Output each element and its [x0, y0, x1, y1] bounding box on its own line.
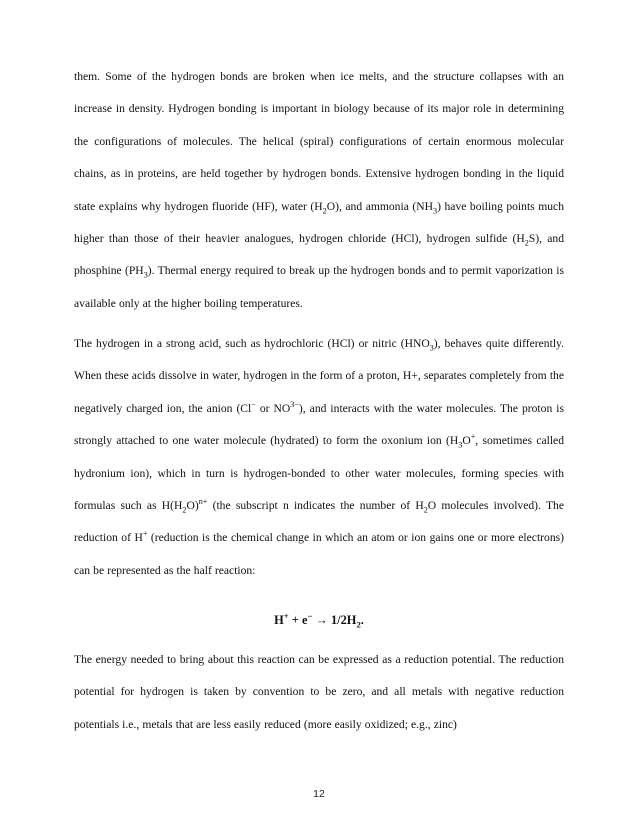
subscript: 3	[429, 343, 434, 353]
text-run: The hydrogen in a strong acid, such as hydrochloric (HCl) or nitric (HNO	[74, 337, 430, 350]
text-run: ) have boiling points much higher than those of their heavier analogues, hydrogen chloride (HCl), hydrogen sulfide (H	[74, 199, 565, 246]
text-run: O molecules involved). The reduction of H	[74, 499, 564, 545]
text-run: S), and phosphine (PH	[74, 232, 565, 278]
subscript: 3	[433, 205, 438, 215]
subscript: 2	[182, 505, 187, 515]
text-run: ). Thermal energy required to break up the hydrogen bonds and to permit vaporization is available only at the higher boiling temperatures.	[74, 264, 564, 310]
text-run: H	[274, 613, 284, 627]
superscript: +	[283, 610, 289, 621]
text-run: .	[360, 613, 364, 627]
text-run: or NO	[255, 401, 291, 415]
text-run: O), and ammonia (NH	[326, 199, 434, 213]
superscript: −	[307, 610, 313, 621]
paragraph-strong-acid	[74, 328, 564, 587]
text-run: ), and interacts with the water molecules. The proton is strongly attached to one water molecule (hydrated) to form the oxonium ion (H	[74, 401, 564, 448]
text-run: The energy needed to bring about this reaction can be expressed as a reduction potential. The reduction potential for hydrogen is taken by convention to be zero, and all metals with negative reduction potentials i.e., metals that are less easily reduced (more easily oxidized; e.g., zinc)	[74, 653, 564, 731]
superscript: +	[470, 432, 476, 442]
text-run: + e	[288, 613, 308, 627]
text-run: O)	[186, 499, 199, 513]
text-run: ), behaves quite differently. When these acids dissolve in water, hydrogen in the form of a proton, H+, separates completely from the negatively charged ion, the anion (Cl	[74, 337, 564, 415]
equation-half-reaction	[74, 610, 564, 630]
superscript: n+	[198, 497, 208, 507]
subscript: 3	[143, 270, 148, 280]
page-number: 12	[313, 788, 325, 800]
text-run: → 1/2H	[312, 613, 357, 627]
subscript: 2	[423, 505, 428, 515]
text-run: (the subscript n indicates the number of H	[207, 499, 424, 513]
text-run: , sometimes called hydronium ion), which in turn is hydrogen-bonded to other water molecules, forming species with formulas such as H(H	[74, 434, 564, 513]
superscript: +	[142, 529, 148, 539]
text-run: (reduction is the chemical change in which an atom or ion gains one or more electrons) can be represented as the half reaction:	[74, 531, 564, 577]
paragraph-reduction-potential	[74, 644, 564, 741]
subscript: 3	[458, 440, 463, 450]
subscript: 2	[322, 205, 327, 215]
text-run: O	[462, 434, 471, 448]
subscript: 2	[356, 619, 361, 630]
text-run: them. Some of the hydrogen bonds are broken when ice melts, and the structure collapses with an increase in density. Hydrogen bonding is important in biology because of its major role in determining the configurations of molecules. The helical (spiral) configurations of certain enormous molecular chains, as in proteins, are held together by hydrogen bonds. Extensive hydrogen bonding in the liquid state explains why hydrogen fluoride (HF), water (H	[74, 70, 564, 213]
superscript: 3−	[290, 399, 299, 409]
superscript: −	[251, 399, 256, 409]
subscript: 2	[524, 238, 529, 248]
paragraph-hydrogen-bonding	[74, 61, 564, 320]
